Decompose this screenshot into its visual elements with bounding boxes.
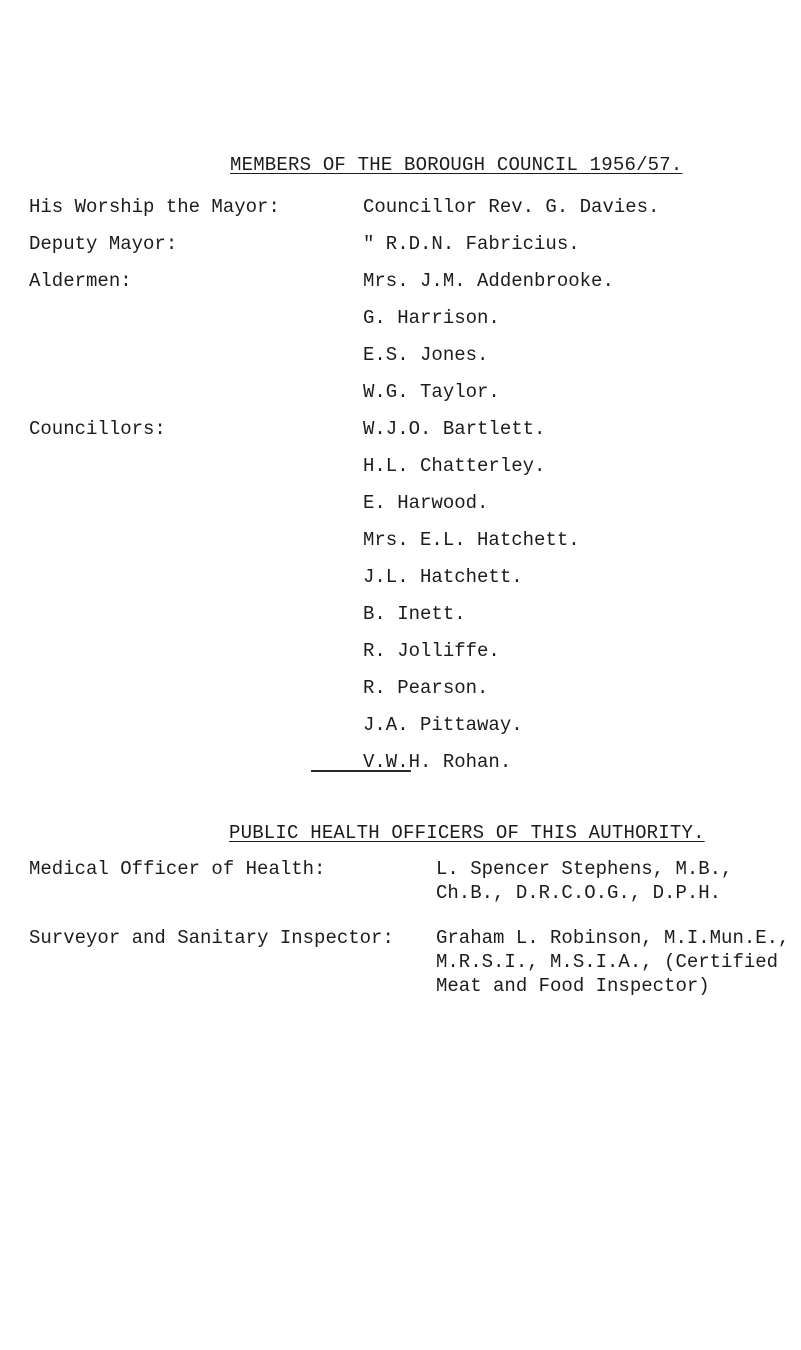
member-name: Mrs. E.L. Hatchett.: [363, 529, 580, 551]
member-name: J.L. Hatchett.: [363, 566, 523, 588]
member-name: V.W.H. Rohan.: [363, 751, 512, 773]
member-name: Councillor Rev. G. Davies.: [363, 196, 660, 218]
member-name: E.S. Jones.: [363, 344, 489, 366]
member-name: B. Inett.: [363, 603, 466, 625]
role-mayor: His Worship the Mayor:: [29, 196, 280, 218]
officer-details-line: Meat and Food Inspector): [436, 975, 710, 997]
member-name: Mrs. J.M. Addenbrooke.: [363, 270, 614, 292]
member-name: R. Pearson.: [363, 677, 489, 699]
officer-role-medical: Medical Officer of Health:: [29, 858, 326, 880]
member-name: H.L. Chatterley.: [363, 455, 546, 477]
officer-role-surveyor: Surveyor and Sanitary Inspector:: [29, 927, 394, 949]
member-name: " R.D.N. Fabricius.: [363, 233, 580, 255]
member-name: R. Jolliffe.: [363, 640, 500, 662]
member-name: E. Harwood.: [363, 492, 489, 514]
member-name: J.A. Pittaway.: [363, 714, 523, 736]
member-name: W.G. Taylor.: [363, 381, 500, 403]
officer-details-line: Ch.B., D.R.C.O.G., D.P.H.: [436, 882, 722, 904]
member-name: W.J.O. Bartlett.: [363, 418, 546, 440]
public-health-heading: PUBLIC HEALTH OFFICERS OF THIS AUTHORITY.: [229, 822, 705, 844]
officer-details-line: Graham L. Robinson, M.I.Mun.E.,: [436, 927, 790, 949]
role-deputy-mayor: Deputy Mayor:: [29, 233, 178, 255]
section-divider: [311, 770, 411, 772]
role-councillors: Councillors:: [29, 418, 166, 440]
officer-details-line: L. Spencer Stephens, M.B.,: [436, 858, 733, 880]
member-name: G. Harrison.: [363, 307, 500, 329]
page-title: MEMBERS OF THE BOROUGH COUNCIL 1956/57.: [230, 154, 683, 176]
role-aldermen: Aldermen:: [29, 270, 132, 292]
officer-details-line: M.R.S.I., M.S.I.A., (Certified: [436, 951, 779, 973]
